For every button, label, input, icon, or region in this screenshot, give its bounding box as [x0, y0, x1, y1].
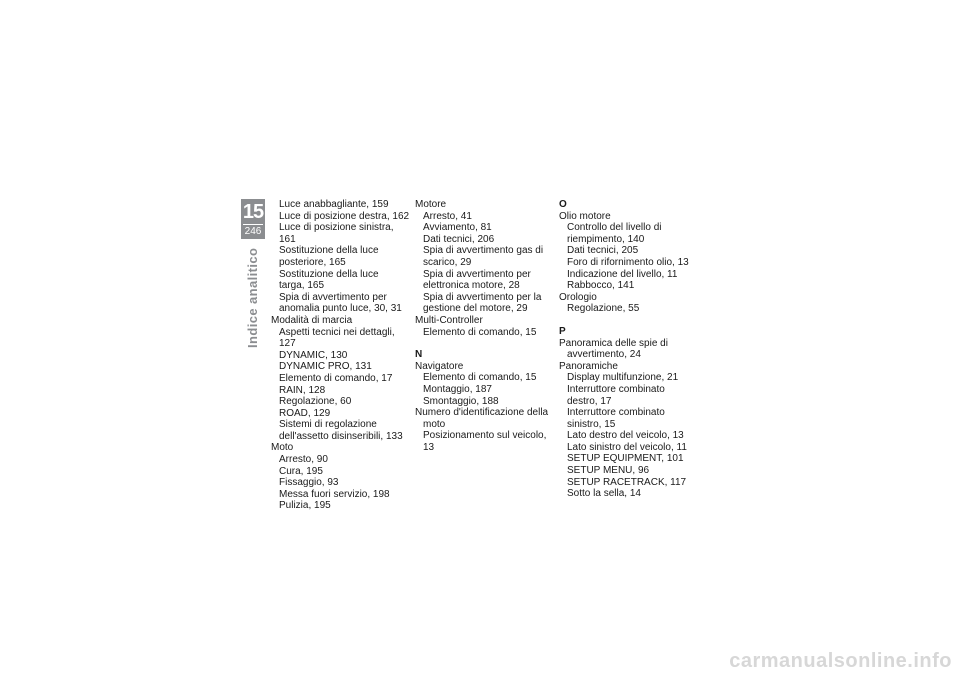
index-subentry: Indicazione del livello, 11 [567, 268, 678, 280]
index-subentry: sinistro, 15 [567, 418, 616, 430]
index-subentry: Montaggio, 187 [423, 383, 492, 395]
index-subentry: Arresto, 41 [423, 210, 472, 222]
index-subentry: Arresto, 90 [279, 454, 328, 466]
index-subentry: Sotto la sella, 14 [567, 488, 641, 500]
index-column-3 [559, 199, 699, 500]
index-subentry: SETUP EQUIPMENT, 101 [567, 453, 684, 465]
index-subentry: Lato destro del veicolo, 13 [567, 430, 684, 442]
chapter-divider [243, 224, 263, 225]
index-subentry: Interruttore combinato [567, 383, 665, 395]
index-subentry: destro, 17 [567, 395, 612, 407]
index-subentry: Pulizia, 195 [279, 500, 331, 512]
index-entry: Multi-Controller [415, 314, 483, 326]
index-subentry: Posizionamento sul veicolo, 13 [423, 430, 547, 453]
index-subentry: Elemento di comando, 15 [423, 372, 537, 384]
index-subentry: posteriore, 165 [279, 256, 346, 268]
index-subentry: Sostituzione della luce [279, 268, 379, 280]
index-column-1 [271, 199, 411, 512]
index-subentry: scarico, 29 [423, 256, 472, 268]
index-subentry: Rabbocco, 141 [567, 280, 635, 292]
index-subentry: elettronica motore, 28 [423, 280, 520, 292]
index-subentry: Interruttore combinato [567, 407, 665, 419]
index-entry: Modalità di marcia [271, 314, 353, 326]
index-subentry: Sostituzione della luce [279, 245, 379, 257]
index-letter-heading: N [415, 349, 423, 361]
index-subentry: Smontaggio, 188 [423, 395, 499, 407]
index-subentry: Regolazione, 55 [567, 303, 640, 315]
index-subentry: DYNAMIC, 130 [279, 349, 348, 361]
index-letter-heading: P [559, 325, 566, 337]
index-subentry: Lato sinistro del veicolo, 11 [567, 441, 687, 453]
index-subentry: anomalia punto luce, 30, 31 [279, 303, 402, 315]
index-subentry: Elemento di comando, 17 [279, 372, 393, 384]
index-subentry: Luce anabbagliante, 159 [279, 199, 389, 210]
index-subentry: Fissaggio, 93 [279, 477, 339, 489]
index-subentry: Spia di avvertimento gas di [423, 245, 544, 257]
index-subentry: Dati tecnici, 206 [423, 233, 495, 245]
index-subentry: avvertimento, 24 [567, 349, 641, 361]
index-subentry: Spia di avvertimento per [279, 291, 387, 303]
index-subentry: ROAD, 129 [279, 407, 331, 419]
index-subentry: SETUP RACETRACK, 117 [567, 476, 687, 488]
index-entry: Orologio [559, 291, 597, 303]
index-subentry: Avviamento, 81 [423, 222, 492, 234]
index-subentry: Elemento di comando, 15 [423, 326, 537, 338]
index-entry: Panoramica delle spie di [559, 337, 668, 349]
index-subentry: targa, 165 [279, 280, 325, 292]
watermark: carmanualsonline.info [729, 650, 952, 672]
index-subentry: dell'assetto disinseribili, 133 [279, 430, 403, 442]
index-subentry: Luce di posizione sinistra, 161 [279, 222, 394, 245]
index-letter-heading: O [559, 199, 567, 210]
index-column-2 [415, 199, 555, 453]
index-subentry: RAIN, 128 [279, 384, 326, 396]
index-entry: Olio motore [559, 210, 611, 222]
index-entry: Numero d'identificazione della [415, 407, 549, 419]
index-entry: Moto [271, 442, 294, 454]
index-subentry: Controllo del livello di [567, 222, 662, 234]
index-subentry: DYNAMIC PRO, 131 [279, 361, 372, 373]
index-subentry: Dati tecnici, 205 [567, 245, 639, 257]
index-entry: Panoramiche [559, 360, 618, 372]
index-subentry: riempimento, 140 [567, 233, 645, 245]
index-subentry: Sistemi di regolazione [279, 419, 377, 431]
index-subentry: Spia di avvertimento per la [423, 291, 542, 303]
index-subentry: Luce di posizione destra, 162 [279, 210, 410, 222]
index-subentry: Aspetti tecnici nei dettagli, 127 [279, 326, 395, 350]
chapter-tab [241, 199, 265, 239]
index-subentry: Display multifunzione, 21 [567, 372, 679, 384]
section-title: Indice analitico [245, 247, 260, 348]
index-subentry: Messa fuori servizio, 198 [279, 488, 390, 500]
index-subentry: gestione del motore, 29 [423, 303, 528, 315]
index-subentry: Spia di avvertimento per [423, 268, 531, 280]
index-entry: Motore [415, 199, 447, 210]
index-subentry: Regolazione, 60 [279, 396, 352, 408]
chapter-number: 15 [242, 201, 264, 223]
index-entry: Navigatore [415, 360, 464, 372]
index-subentry: moto [423, 418, 446, 430]
index-subentry: SETUP MENU, 96 [567, 465, 650, 477]
page-number: 246 [244, 226, 262, 237]
index-subentry: Foro di rifornimento olio, 13 [567, 256, 689, 268]
index-subentry: Cura, 195 [279, 465, 323, 477]
